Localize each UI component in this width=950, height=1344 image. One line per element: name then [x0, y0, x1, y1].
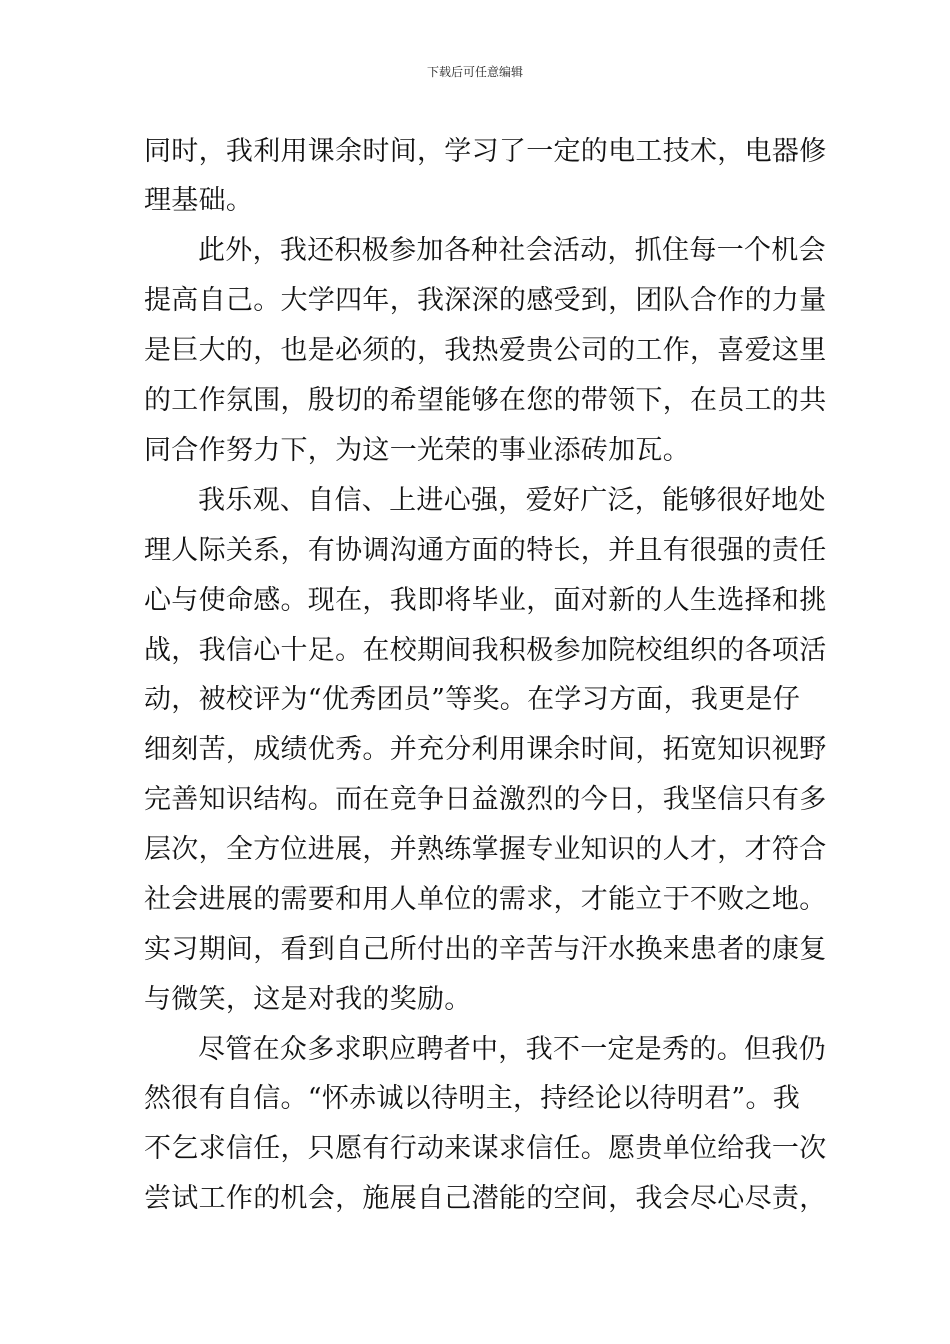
text-line: 理人际关系，有协调沟通方面的特长，并且有很强的责任: [144, 535, 827, 566]
text-line: 提高自己。大学四年，我深深的感受到，团队合作的力量: [144, 285, 827, 316]
text-line: 不乞求信任，只愿有行动来谋求信任。愿贵单位给我一次: [144, 1133, 827, 1164]
paragraph-first-line: 此外，我还积极参加各种社会活动，抓住每一个机会: [198, 235, 826, 266]
text-line: 层次，全方位进展，并熟练掌握专业知识的人才，才符合: [144, 834, 827, 865]
text-line: 心与使命感。现在，我即将毕业，面对新的人生选择和挑: [144, 585, 827, 616]
text-line: 实习期间，看到自己所付出的辛苦与汗水换来患者的康复: [144, 934, 827, 965]
text-line: 同时，我利用课余时间，学习了一定的电工技术，电器修: [144, 136, 827, 167]
text-line: 然很有自信。“怀赤诚以待明主，持经论以待明君”。我: [144, 1083, 801, 1114]
text-line: 的工作氛围，殷切的希望能够在您的带领下，在员工的共: [144, 385, 827, 416]
text-line: 是巨大的，也是必须的，我热爱贵公司的工作，喜爱这里: [144, 335, 827, 366]
text-line: 理基础。: [144, 185, 254, 216]
paragraph-first-line: 我乐观、自信、上进心强，爱好广泛，能够很好地处: [198, 485, 826, 516]
text-line: 动，被校评为“优秀团员”等奖。在学习方面，我更是仔: [144, 684, 801, 715]
text-line: 同合作努力下，为这一光荣的事业添砖加瓦。: [144, 435, 690, 466]
text-line: 细刻苦，成绩优秀。并充分利用课余时间，拓宽知识视野: [144, 734, 827, 765]
text-line: 与微笑，这是对我的奖励。: [144, 984, 472, 1015]
text-line: 社会进展的需要和用人单位的需求，才能立于不败之地。: [144, 884, 827, 915]
page-header: 下载后可任意编辑: [426, 65, 523, 79]
text-line: 完善知识结构。而在竞争日益激烈的今日，我坚信只有多: [144, 784, 827, 815]
text-line: 战，我信心十足。在校期间我积极参加院校组织的各项活: [144, 635, 827, 666]
text-line: 尝试工作的机会，施展自己潜能的空间，我会尽心尽责，: [144, 1183, 827, 1214]
paragraph-first-line: 尽管在众多求职应聘者中，我不一定是秀的。但我仍: [198, 1034, 826, 1065]
